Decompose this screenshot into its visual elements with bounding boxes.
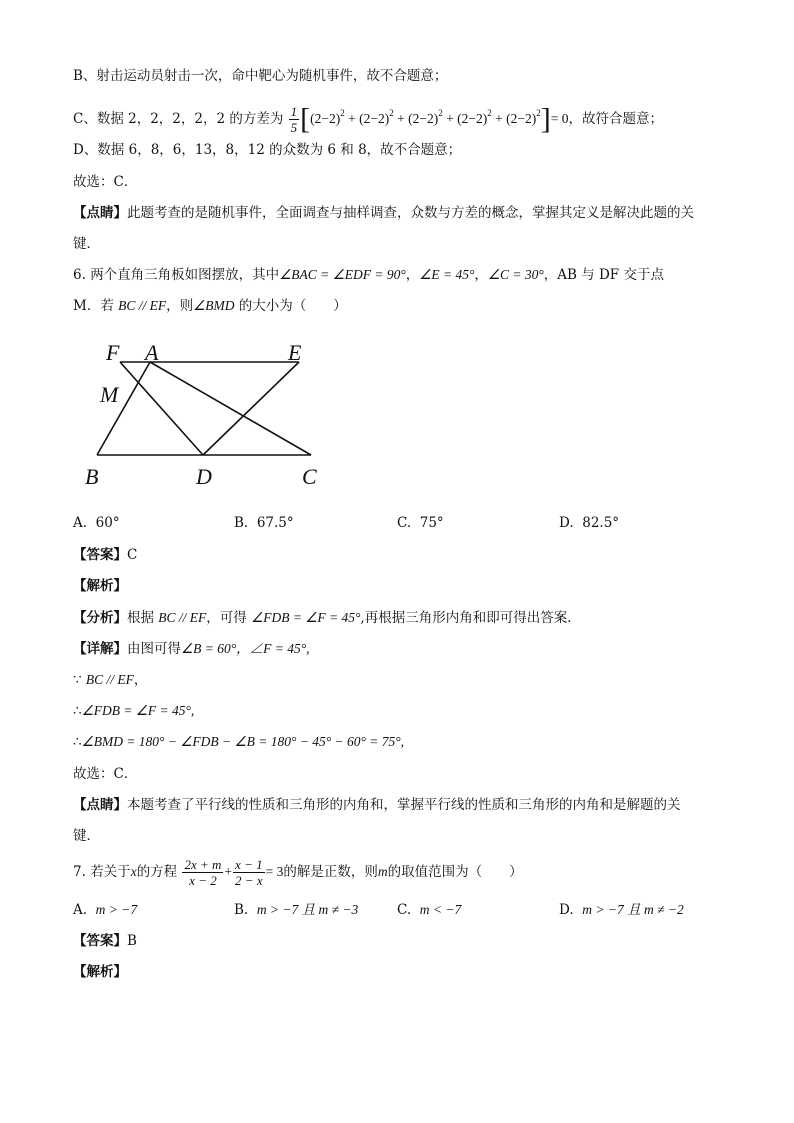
q7-option-d: D. m > −7 且 m ≠ −2 — [559, 902, 684, 918]
q6-option-b: B. 67.5° — [234, 515, 294, 531]
q7-fraction-2: $\frac{x - 1}{2 - x}$ — [235, 857, 263, 888]
q7-answer: 【答案】B — [73, 933, 137, 949]
q7-option-b: B. m > −7 且 m ≠ −3 — [234, 902, 359, 918]
q7-fraction-1: $\frac{2x + m}{x - 2}$ — [184, 857, 222, 888]
q6-option-a: A. 60° — [73, 515, 120, 531]
q6-choose: 故选：C． — [73, 766, 138, 782]
dianjing-paragraph: 【点睛】此题考查的是随机事件，全面调查与抽样调查，众数与方差的概念，掌握其定义是解决此题的关 — [73, 205, 694, 221]
q6-option-d: D. 82.5° — [559, 515, 620, 531]
option-b-explanation: B、射击运动员射击一次，命中靶心为随机事件，故不合题意； — [73, 68, 448, 84]
label-E: E — [288, 340, 302, 365]
q6-analysis-heading: 【解析】 — [73, 578, 127, 594]
q6-option-c: C. 75° — [397, 515, 444, 531]
q6-stem-line2: M．若 BC // EF，则∠BMD 的大小为（ ） — [73, 298, 347, 314]
q6-step1: ∵ BC // EF， — [73, 672, 148, 688]
q7-option-a: A. m > −7 — [73, 902, 138, 918]
q6-step2: ∴∠FDB = ∠F = 45°, — [73, 703, 195, 718]
q7-analysis-heading: 【解析】 — [73, 964, 127, 980]
segment-FD — [120, 362, 203, 455]
segment-AC — [150, 362, 311, 455]
q7-option-c: C. m < −7 — [397, 902, 462, 918]
label-A: A — [145, 340, 159, 365]
segment-DE — [203, 362, 299, 455]
label-F: F — [106, 340, 120, 365]
dianjing-continuation: 键． — [73, 236, 100, 252]
q6-fenxi: 【分析】根据 BC // EF，可得 ∠FDB = ∠F = 45°,再根据三角形内角和即可得出答案． — [73, 610, 581, 626]
option-c-explanation: C、数据 2，2，2，2，2 的方差为 $\frac{1}{5}$ $[(2-2)^2 + (2-2)^2 + (2-2)^2 + (2-2)^2 + (2-2)^2]= 0$，故符合题意； — [73, 102, 663, 136]
q7-stem: 7. 若关于x的方程 $\frac{2x + m}{x - 2}$ + $\frac{x - 1}{2 - x}$ = 3的解是正数，则m的取值范围为（ ） — [73, 857, 523, 888]
fraction-one-fifth: $\frac{1}{5}$ — [290, 104, 298, 135]
segment-BA — [97, 362, 150, 455]
label-C: C — [302, 464, 317, 489]
choose-c-line: 故选：C． — [73, 174, 138, 190]
label-M: M — [100, 382, 119, 407]
option-d-explanation: D、数据 6，8，6，13，8，12 的众数为 6 和 8，故不合题意； — [73, 142, 462, 158]
label-B: B — [85, 464, 99, 489]
q6-step3: ∴∠BMD = 180° − ∠FDB − ∠B = 180° − 45° − 60° = 75°, — [73, 734, 405, 749]
q6-stem-line1: 6. 两个直角三角板如图摆放，其中∠BAC = ∠EDF = 90°，∠E = 45°，∠C = 30°，AB 与 DF 交于点 — [73, 267, 664, 283]
q6-dianjing-continuation: 键． — [73, 828, 100, 844]
q6-triangle-figure — [80, 336, 340, 496]
q6-xiangjie: 【详解】由图可得∠B = 60°，∠F = 45°, — [73, 641, 310, 657]
q6-dianjing: 【点睛】本题考查了平行线的性质和三角形的内角和，掌握平行线的性质和三角形的内角和是解题的关 — [73, 797, 681, 813]
label-D: D — [196, 464, 212, 489]
q6-answer: 【答案】C — [73, 547, 138, 563]
